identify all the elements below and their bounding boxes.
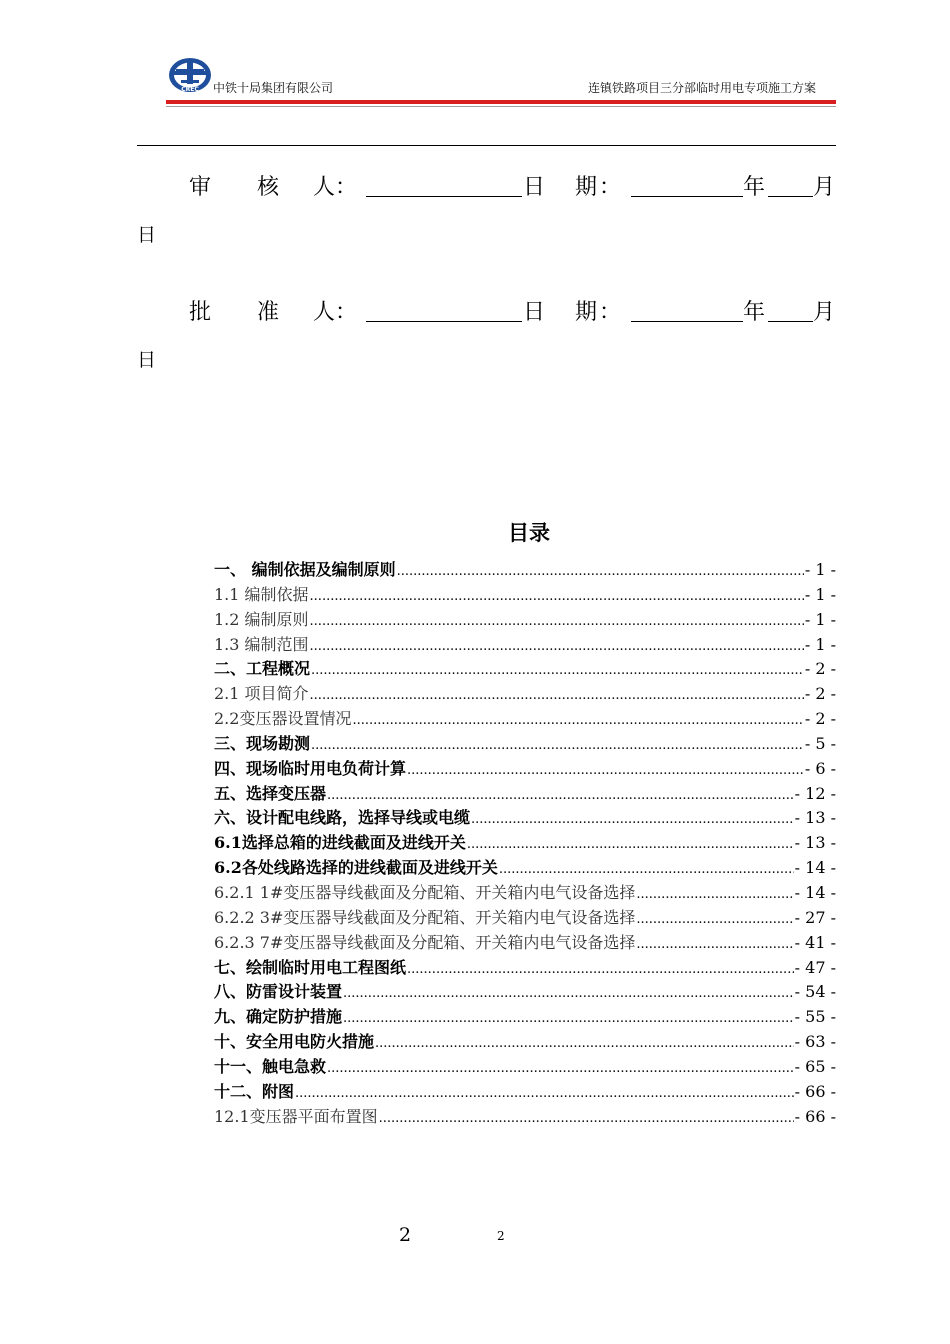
toc-entry-page: - 2 -	[804, 684, 836, 704]
approve-month-label: 月	[813, 300, 836, 325]
toc-entry[interactable]	[214, 706, 836, 731]
toc-entry[interactable]	[214, 557, 836, 582]
review-char-1: 审	[189, 175, 212, 200]
toc-entry[interactable]	[214, 681, 836, 706]
toc-leader-dots	[343, 1011, 794, 1026]
toc-entry-page: - 6 -	[804, 758, 836, 778]
toc-leader-dots	[343, 986, 794, 1001]
approve-day-label: 日	[137, 349, 157, 371]
toc-entry-text: 1.3 编制范围	[214, 634, 309, 654]
toc-entry-text: 1.1 编制依据	[214, 584, 309, 604]
toc-entry-text: 6.2各处线路选择的进线截面及进线开关	[214, 858, 498, 878]
approve-date-char-2: 期	[575, 300, 598, 325]
review-year-blank[interactable]	[631, 170, 743, 197]
toc-entry-page: - 65 -	[794, 1056, 836, 1076]
toc-title: 目录	[508, 520, 550, 545]
page-number: 2	[399, 1224, 412, 1246]
toc-leader-dots	[352, 713, 803, 728]
toc-entry-page: - 1 -	[804, 634, 836, 654]
toc-entry-text: 十一、触电急救	[214, 1056, 327, 1076]
approve-char-2: 准	[257, 300, 280, 325]
table-of-contents	[214, 557, 836, 1128]
toc-leader-dots	[636, 887, 793, 902]
toc-entry[interactable]	[214, 731, 836, 756]
crtg-logo-icon	[168, 56, 212, 94]
toc-entry[interactable]	[214, 582, 836, 607]
toc-entry-page: - 1 -	[804, 584, 836, 604]
toc-entry[interactable]	[214, 855, 836, 880]
toc-entry-text: 十、安全用电防火措施	[214, 1032, 375, 1052]
toc-leader-dots	[397, 564, 804, 579]
toc-entry-page: - 14 -	[794, 882, 836, 902]
toc-entry[interactable]	[214, 979, 836, 1004]
toc-entry-page: - 1 -	[804, 609, 836, 629]
approve-year-label: 年	[743, 300, 766, 325]
approve-char-3: 人	[313, 300, 336, 325]
toc-leader-dots	[310, 614, 804, 629]
toc-entry[interactable]	[214, 607, 836, 632]
toc-entry[interactable]	[214, 805, 836, 830]
review-month-blank[interactable]	[768, 170, 813, 197]
toc-leader-dots	[310, 639, 804, 654]
toc-entry-page: - 66 -	[794, 1081, 836, 1101]
toc-leader-dots	[467, 837, 794, 852]
company-name: 中铁十局集团有限公司	[213, 81, 334, 95]
toc-leader-dots	[310, 688, 804, 703]
toc-entry-page: - 1 -	[804, 560, 836, 579]
toc-leader-dots	[327, 788, 794, 803]
toc-entry[interactable]	[214, 781, 836, 806]
toc-leader-dots	[311, 738, 804, 753]
toc-entry-page: - 47 -	[794, 957, 836, 977]
toc-leader-dots	[636, 937, 793, 952]
toc-leader-dots	[471, 812, 794, 827]
toc-entry-text: 2.2变压器设置情况	[214, 709, 352, 729]
toc-entry-text: 三、现场勘测	[214, 733, 311, 753]
toc-leader-dots	[407, 962, 794, 977]
toc-entry-text: 6.2.1 1#变压器导线截面及分配箱、开关箱内电气设备选择	[214, 882, 636, 902]
toc-entry[interactable]	[214, 955, 836, 980]
toc-entry[interactable]	[214, 1004, 836, 1029]
toc-leader-dots	[327, 1061, 794, 1076]
toc-entry-text: 六、设计配电线路，选择导线或电缆	[214, 808, 471, 828]
approve-date-colon: ：	[599, 300, 622, 325]
toc-entry[interactable]	[214, 1079, 836, 1104]
toc-leader-dots	[311, 663, 804, 678]
toc-entry-page: - 2 -	[804, 709, 836, 729]
review-date-char-2: 期	[575, 175, 598, 200]
toc-entry-text: 1.2 编制原则	[214, 609, 309, 629]
toc-entry-text: 八、防雷设计装置	[214, 982, 343, 1002]
approve-date-char-1: 日	[523, 300, 546, 325]
toc-entry-text: 6.2.2 3#变压器导线截面及分配箱、开关箱内电气设备选择	[214, 907, 636, 927]
toc-entry-text: 七、绘制临时用电工程图纸	[214, 957, 407, 977]
svg-text:CREC: CREC	[181, 86, 199, 93]
approve-year-blank[interactable]	[631, 295, 743, 322]
toc-entry-text: 十二、附图	[214, 1081, 295, 1101]
toc-entry[interactable]	[214, 1054, 836, 1079]
approver-name-blank[interactable]	[366, 295, 522, 322]
page-number-small: 2	[497, 1229, 505, 1243]
header-divider-red	[166, 100, 836, 104]
toc-entry[interactable]	[214, 756, 836, 781]
toc-entry-text: 12.1变压器平面布置图	[214, 1106, 378, 1126]
toc-entry-text: 6.2.3 7#变压器导线截面及分配箱、开关箱内电气设备选择	[214, 932, 636, 952]
review-colon: ：	[335, 175, 358, 200]
toc-leader-dots	[636, 912, 793, 927]
toc-entry-text: 二、工程概况	[214, 659, 311, 679]
approve-month-blank[interactable]	[768, 295, 813, 322]
toc-entry-page: - 13 -	[794, 833, 836, 853]
toc-entry-page: - 41 -	[794, 932, 836, 952]
toc-entry-text: 一、 编制依据及编制原则	[214, 560, 396, 579]
toc-entry[interactable]	[214, 830, 836, 855]
toc-entry[interactable]	[214, 1029, 836, 1054]
toc-entry-page: - 14 -	[794, 858, 836, 878]
toc-entry-text: 九、确定防护措施	[214, 1007, 343, 1027]
toc-leader-dots	[379, 1111, 794, 1126]
toc-leader-dots	[407, 763, 804, 778]
toc-entry-page: - 13 -	[794, 808, 836, 828]
toc-entry[interactable]	[214, 930, 836, 955]
review-char-2: 核	[257, 175, 280, 200]
toc-entry-page: - 55 -	[794, 1007, 836, 1027]
toc-entry-text: 五、选择变压器	[214, 783, 327, 803]
toc-leader-dots	[499, 862, 794, 877]
toc-leader-dots	[375, 1036, 794, 1051]
toc-entry-text: 四、现场临时用电负荷计算	[214, 758, 407, 778]
toc-entry[interactable]	[214, 656, 836, 681]
toc-leader-dots	[295, 1086, 794, 1101]
review-char-3: 人	[313, 175, 336, 200]
toc-leader-dots	[310, 589, 804, 604]
review-date-char-1: 日	[523, 175, 546, 200]
review-year-label: 年	[743, 175, 766, 200]
toc-entry-page: - 2 -	[804, 659, 836, 679]
toc-entry-page: - 27 -	[794, 907, 836, 927]
reviewer-name-blank[interactable]	[366, 170, 522, 197]
toc-entry-text: 6.1选择总箱的进线截面及进线开关	[214, 833, 466, 853]
toc-entry-page: - 12 -	[794, 783, 836, 803]
review-day-label: 日	[137, 224, 157, 246]
approve-char-1: 批	[189, 300, 212, 325]
document-header-title: 连镇铁路项目三分部临时用电专项施工方案	[587, 81, 816, 95]
toc-entry-page: - 63 -	[794, 1032, 836, 1052]
toc-entry-page: - 66 -	[794, 1106, 836, 1126]
review-date-colon: ：	[599, 175, 622, 200]
toc-entry[interactable]	[214, 880, 836, 905]
header-divider-gray	[166, 106, 836, 107]
toc-entry[interactable]	[214, 1104, 836, 1129]
toc-entry-text: 2.1 项目简介	[214, 684, 309, 704]
toc-entry[interactable]	[214, 905, 836, 930]
toc-entry-page: - 5 -	[804, 733, 836, 753]
toc-entry[interactable]	[214, 632, 836, 657]
approve-colon: ：	[335, 300, 358, 325]
review-month-label: 月	[813, 175, 836, 200]
toc-entry-page: - 54 -	[794, 982, 836, 1002]
section-divider	[137, 145, 836, 146]
